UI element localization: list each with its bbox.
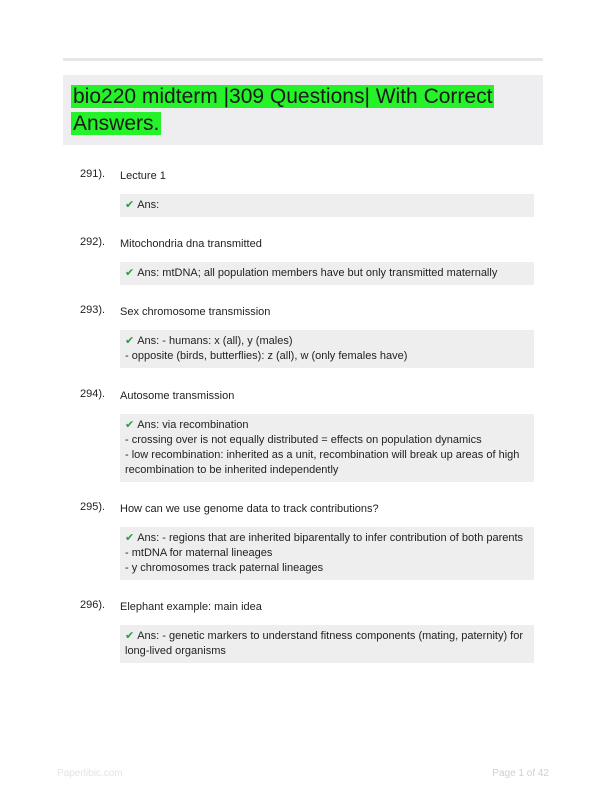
answer-line: - crossing over is not equally distributed = effects on population dynamics	[125, 434, 482, 446]
question-number: 293).	[80, 304, 106, 316]
title-line-1: bio220 midterm |309 Questions| With Correct	[73, 85, 493, 108]
check-icon: ✔	[125, 335, 135, 347]
question-text: Lecture 1	[120, 170, 166, 182]
question-text: Autosome transmission	[120, 390, 235, 402]
answer-line: Ans: via recombination	[137, 419, 249, 431]
question-text: Elephant example: main idea	[120, 601, 262, 613]
answer-line: Ans: - genetic markers to understand fitness components (mating, paternity) for	[137, 630, 524, 642]
check-icon: ✔	[125, 267, 135, 279]
answer-line: Ans:	[137, 199, 160, 211]
answer-line: Ans: mtDNA; all population members have but only transmitted maternally	[137, 267, 498, 279]
footer-watermark: Paperlibic.com	[57, 768, 123, 779]
answer-line: long-lived organisms	[125, 645, 226, 657]
answer-line: - y chromosomes track paternal lineages	[125, 562, 324, 574]
answer-box	[120, 414, 534, 482]
answer-line: - mtDNA for maternal lineages	[125, 547, 273, 559]
answer-line: Ans: - regions that are inherited biparentally to infer contribution of both parents	[137, 532, 524, 544]
check-icon: ✔	[125, 419, 135, 431]
answer-line: recombination to be inherited independently	[125, 464, 339, 476]
question-text: How can we use genome data to track contributions?	[120, 503, 379, 515]
answer-line: - opposite (birds, butterflies): z (all), w (only females have)	[125, 350, 408, 362]
answer-line: Ans: - humans: x (all), y (males)	[137, 335, 293, 347]
answer-box	[120, 262, 534, 285]
title-line-2: Answers.	[73, 112, 160, 135]
answer-box	[120, 527, 534, 580]
answer-box	[120, 330, 534, 368]
check-icon: ✔	[125, 199, 135, 211]
question-number: 295).	[80, 501, 106, 513]
answer-box	[120, 625, 534, 663]
page-title	[71, 83, 535, 137]
question-number: 292).	[80, 236, 106, 248]
question-number: 294).	[80, 388, 106, 400]
question-number: 296).	[80, 599, 106, 611]
answer-line: - low recombination: inherited as a unit, recombination will break up areas of high	[125, 449, 520, 461]
answer-box	[120, 194, 534, 217]
question-text: Mitochondria dna transmitted	[120, 238, 262, 250]
check-icon: ✔	[125, 532, 135, 544]
question-number: 291).	[80, 168, 106, 180]
question-text: Sex chromosome transmission	[120, 306, 271, 318]
title-banner	[63, 75, 543, 145]
check-icon: ✔	[125, 630, 135, 642]
top-divider	[63, 58, 543, 61]
page-number: Page 1 of 42	[492, 768, 549, 779]
